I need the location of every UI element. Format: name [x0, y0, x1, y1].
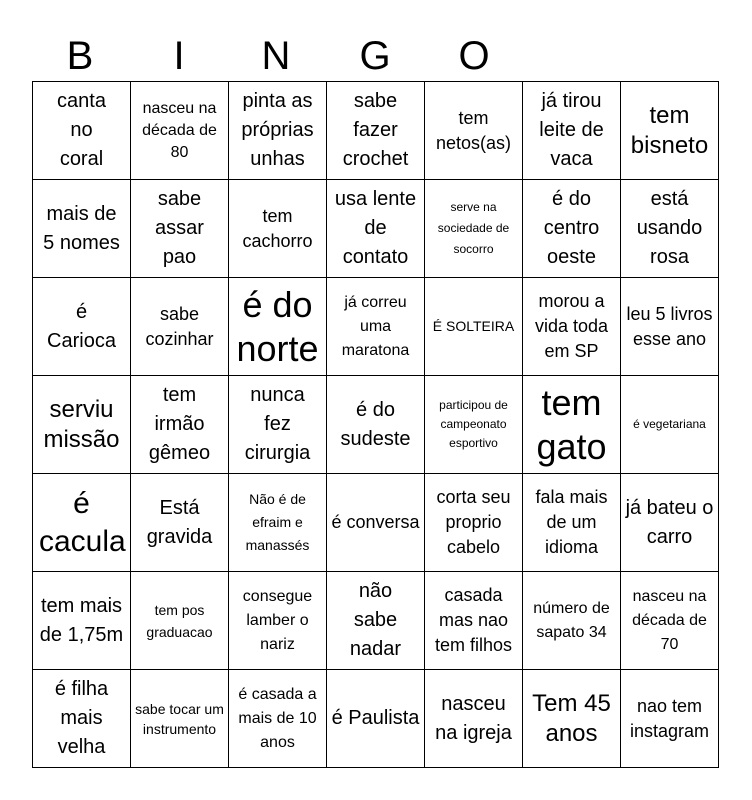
header-letter-o: O: [458, 34, 490, 78]
bingo-cell[interactable]: [327, 376, 425, 474]
cell-text: Não é de efraim e manassés: [245, 491, 310, 553]
cell-text: serviu missão: [43, 395, 120, 453]
bingo-cell[interactable]: [131, 278, 229, 376]
bingo-cell[interactable]: [621, 82, 719, 180]
bingo-cell[interactable]: [131, 572, 229, 670]
header-letter-n: N: [261, 34, 291, 78]
cell-text: nao tem instagram: [629, 695, 710, 741]
cell-text: casada mas nao tem filhos: [434, 585, 513, 655]
cell-text: É SOLTEIRA: [432, 318, 515, 334]
cell-text: Está gravida: [146, 496, 213, 548]
bingo-cell[interactable]: [229, 572, 327, 670]
bingo-cell[interactable]: [327, 82, 425, 180]
cell-text: é casada a mais de 10 anos: [238, 685, 317, 751]
cell-text: canta no coral: [57, 90, 106, 170]
bingo-cell[interactable]: [523, 474, 621, 572]
bingo-cell[interactable]: [425, 278, 523, 376]
cell-text: usa lente de contato: [334, 188, 417, 268]
cell-text: participou de campeonato esportivo: [439, 398, 508, 450]
header-letter-b: B: [66, 34, 94, 78]
bingo-cell[interactable]: [523, 180, 621, 278]
header-letter-g: G: [359, 34, 391, 78]
cell-text: tem irmão gêmeo: [148, 384, 211, 464]
cell-text: é do norte: [236, 283, 319, 369]
cell-text: nasceu na igreja: [435, 692, 512, 744]
bingo-cell[interactable]: [327, 474, 425, 572]
cell-text: é conversa: [331, 512, 420, 532]
cell-text: nasceu na década de 70: [632, 587, 707, 653]
bingo-cell[interactable]: [33, 670, 131, 768]
bingo-cell[interactable]: [229, 670, 327, 768]
bingo-cell[interactable]: [523, 376, 621, 474]
bingo-cell[interactable]: [425, 180, 523, 278]
bingo-cell[interactable]: [131, 670, 229, 768]
bingo-cell[interactable]: [131, 180, 229, 278]
cell-text: já tirou leite de vaca: [539, 90, 604, 170]
bingo-cell[interactable]: [523, 278, 621, 376]
bingo-cell[interactable]: [229, 180, 327, 278]
cell-text: número de sapato 34: [533, 599, 610, 641]
bingo-cell[interactable]: [621, 376, 719, 474]
bingo-cell[interactable]: [425, 670, 523, 768]
cell-text: é Paulista: [331, 707, 420, 729]
bingo-cell[interactable]: [425, 572, 523, 670]
cell-text: sabe cozinhar: [145, 303, 214, 349]
cell-text: é Carioca: [47, 300, 116, 352]
bingo-cell[interactable]: [131, 376, 229, 474]
cell-text: é vegetariana: [633, 417, 706, 431]
cell-text: é do sudeste: [340, 398, 411, 450]
cell-text: tem cachorro: [242, 205, 313, 251]
bingo-cell[interactable]: [327, 180, 425, 278]
cell-text: sabe tocar um instrumento: [135, 700, 224, 737]
bingo-cell[interactable]: [425, 376, 523, 474]
cell-text: corta seu proprio cabelo: [436, 487, 511, 557]
cell-text: leu 5 livros esse ano: [626, 303, 713, 349]
bingo-cell[interactable]: [425, 82, 523, 180]
bingo-cell[interactable]: [33, 376, 131, 474]
bingo-cell[interactable]: [327, 572, 425, 670]
bingo-cell[interactable]: [229, 474, 327, 572]
bingo-cell[interactable]: [327, 278, 425, 376]
cell-text: sabe assar pao: [155, 188, 204, 268]
cell-text: tem bisneto: [630, 101, 709, 159]
bingo-cell[interactable]: [621, 180, 719, 278]
cell-text: serve na sociedade de socorro: [437, 200, 510, 256]
cell-text: é filha mais velha: [54, 678, 109, 758]
header-letter-i: I: [173, 34, 185, 78]
bingo-card: [32, 81, 719, 768]
bingo-cell[interactable]: [229, 278, 327, 376]
bingo-cell[interactable]: [425, 474, 523, 572]
cell-text: Tem 45 anos: [532, 689, 611, 747]
bingo-cell[interactable]: [229, 82, 327, 180]
cell-text: é cacula: [39, 486, 126, 558]
cell-text: fala mais de um idioma: [535, 487, 608, 557]
bingo-cell[interactable]: [33, 82, 131, 180]
bingo-cell[interactable]: [523, 82, 621, 180]
cell-text: tem mais de 1,75m: [39, 594, 124, 646]
cell-text: nasceu na década de 80: [142, 99, 217, 161]
cell-text: já correu uma maratona: [341, 293, 410, 359]
cell-text: nunca fez cirurgia: [244, 384, 311, 464]
bingo-cell[interactable]: [523, 670, 621, 768]
bingo-cell[interactable]: [229, 376, 327, 474]
bingo-cell[interactable]: [33, 278, 131, 376]
cell-text: está usando rosa: [636, 188, 703, 268]
bingo-cell[interactable]: [523, 572, 621, 670]
bingo-cell[interactable]: [327, 670, 425, 768]
cell-text: já bateu o carro: [625, 496, 714, 548]
cell-text: não sabe nadar: [349, 580, 402, 660]
bingo-header: [32, 30, 720, 82]
cell-text: pinta as próprias unhas: [241, 90, 314, 170]
cell-text: morou a vida toda em SP: [534, 291, 609, 361]
bingo-cell[interactable]: [621, 670, 719, 768]
cell-text: é do centro oeste: [543, 188, 600, 268]
cell-text: tem pos graduacao: [146, 601, 213, 640]
bingo-cell[interactable]: [131, 474, 229, 572]
cell-text: tem netos(as): [435, 107, 512, 153]
bingo-cell[interactable]: [621, 474, 719, 572]
bingo-cell[interactable]: [33, 474, 131, 572]
bingo-cell[interactable]: [33, 180, 131, 278]
bingo-cell[interactable]: [621, 572, 719, 670]
cell-text: mais de 5 nomes: [43, 202, 120, 254]
cell-text: tem gato: [536, 381, 607, 467]
bingo-cell[interactable]: [33, 572, 131, 670]
bingo-cell[interactable]: [131, 82, 229, 180]
cell-text: consegue lamber o nariz: [242, 587, 313, 653]
bingo-cell[interactable]: [621, 278, 719, 376]
cell-text: sabe fazer crochet: [342, 90, 409, 170]
